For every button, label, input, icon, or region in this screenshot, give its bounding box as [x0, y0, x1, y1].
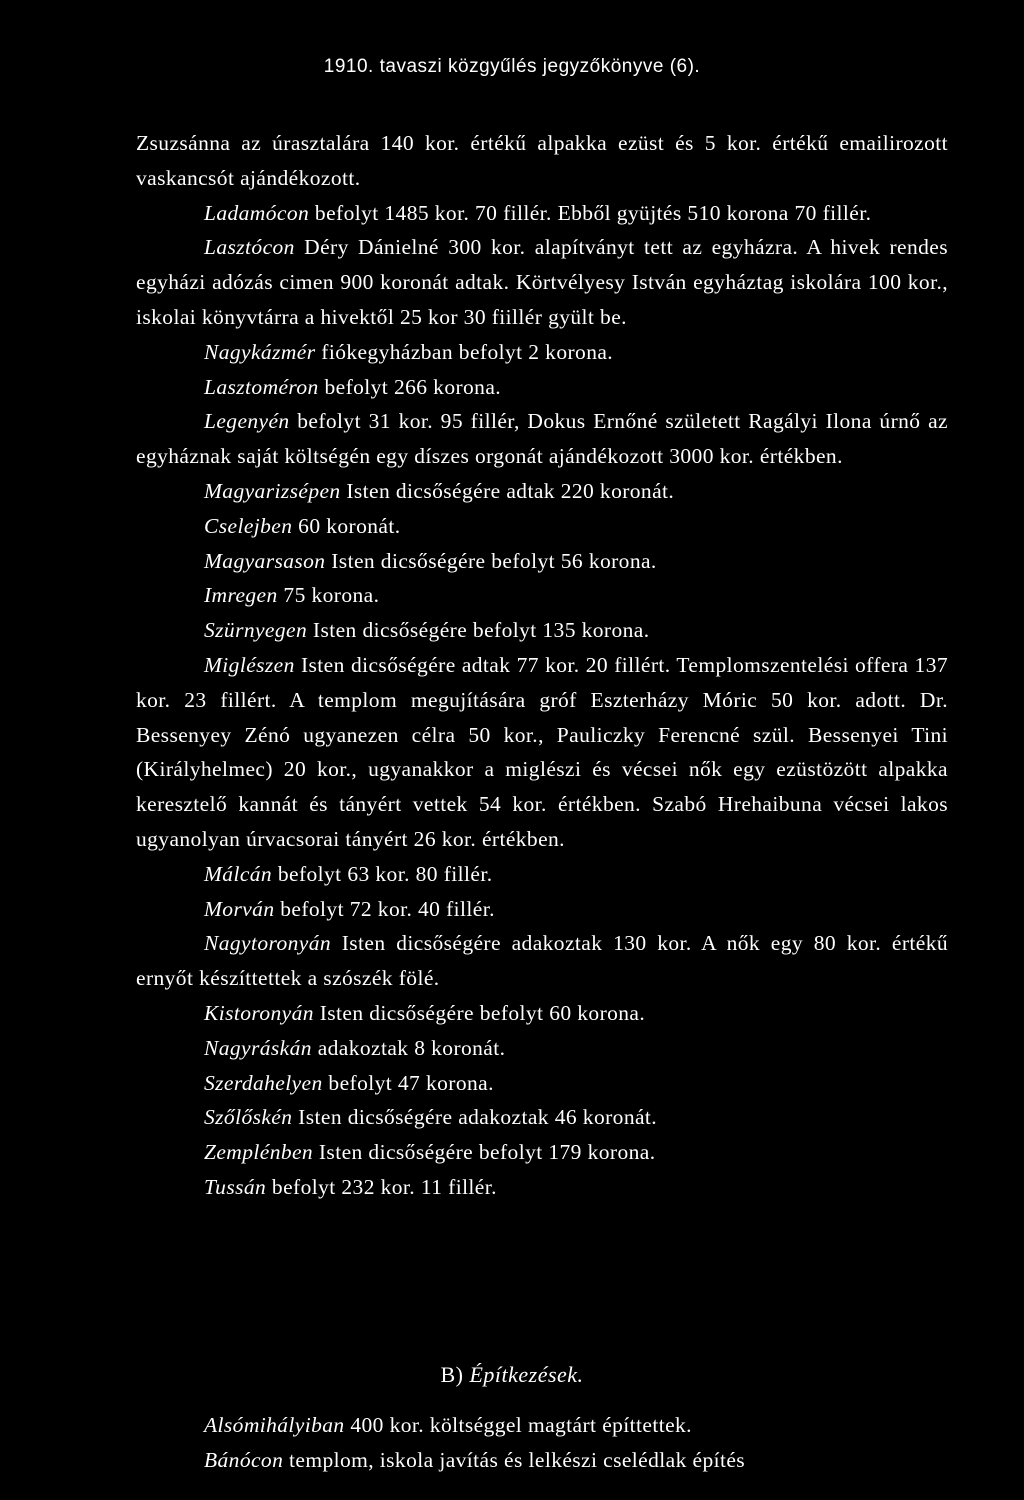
place-name: Kistoronyán	[204, 1000, 314, 1025]
paragraph-text: befolyt 72 kor. 40 fillér.	[274, 896, 495, 921]
section-heading	[0, 1362, 1024, 1388]
paragraph-16	[136, 1031, 948, 1066]
paragraph-text: befolyt 31 kor. 95 fillér, Dokus Ernőné született Ragályi Ilona úrnő az egyháznak saját költségén egy díszes orgonát ajándékozott 3000 kor. értékben.	[136, 409, 948, 469]
place-name: Lasztoméron	[204, 374, 319, 399]
paragraph-4	[136, 370, 948, 405]
paragraph-text: adakoztak 8 koronát.	[311, 1035, 506, 1060]
paragraph-3	[136, 335, 948, 370]
paragraph-text: befolyt 47 korona.	[322, 1070, 494, 1095]
paragraph-14	[136, 926, 948, 996]
paragraph-0	[136, 126, 948, 196]
place-name: Magyarsason	[204, 548, 326, 573]
place-name: Nagytoronyán	[204, 931, 332, 956]
place-name: Málcán	[204, 861, 273, 886]
section-paragraph-1	[136, 1443, 948, 1478]
place-name: Szőlőskén	[204, 1105, 293, 1130]
paragraph-7	[136, 509, 948, 544]
paragraph-text: Isten dicsőségére adtak 77 kor. 20 fillért. Templomszentelési offera 137 kor. 23 fillért. A templom megujítására gróf Eszterházy Móric 50 kor. adott. Dr. Bessenyey Zénó ugyanezen célra 50 kor., Pauliczky Ferencné szül. Bessenyei Tini (Királyhelmec) 20 kor., ugyanakkor a miglészi és vécsei nők egy ezüstözött alpakka keresztelő kannát és tányért vettek 54 kor. értékben. Szabó Hrehaibuna vécsei lakos ugyanolyan úrvacsorai tányért 26 kor. értékben.	[136, 652, 948, 851]
paragraph-20	[136, 1170, 948, 1205]
body-text	[136, 126, 948, 1205]
paragraph-text: befolyt 232 kor. 11 fillér.	[266, 1174, 497, 1199]
paragraph-text: templom, iskola javítás és lelkészi cselédlak építés	[283, 1447, 746, 1472]
paragraph-text: 75 korona.	[277, 583, 380, 608]
paragraph-text: Isten dicsőségére adakoztak 130 kor. A nők egy 80 kor. értékű ernyőt készíttettek a szószék fölé.	[136, 931, 948, 991]
paragraph-text: befolyt 266 korona.	[318, 374, 502, 399]
paragraph-8	[136, 544, 948, 579]
paragraph-9	[136, 578, 948, 613]
paragraph-13	[136, 892, 948, 927]
paragraph-text: Isten dicsőségére adtak 220 koronát.	[340, 478, 675, 503]
section-body	[136, 1408, 948, 1478]
place-name: Magyarizsépen	[204, 478, 341, 503]
place-name: Imregen	[204, 583, 278, 608]
place-name: Alsómihályiban	[204, 1413, 345, 1437]
paragraph-text: Isten dicsőségére befolyt 60 korona.	[313, 1000, 646, 1025]
paragraph-text: 400 kor. költséggel magtárt építtettek.	[344, 1413, 692, 1437]
paragraph-11	[136, 648, 948, 857]
page-header: 1910. tavaszi közgyűlés jegyzőkönyve (6).	[323, 56, 701, 77]
paragraph-18	[136, 1100, 948, 1135]
paragraph-text: befolyt 1485 kor. 70 fillér. Ebből gyüjtés 510 korona 70 fillér.	[309, 200, 872, 225]
place-name: Szerdahelyen	[204, 1070, 323, 1095]
place-name: Legenyén	[204, 409, 290, 434]
place-name: Zemplénben	[204, 1140, 314, 1165]
paragraph-10	[136, 613, 948, 648]
paragraph-text: Isten dicsőségére befolyt 56 korona.	[325, 548, 657, 573]
place-name: Cselejben	[204, 513, 293, 538]
paragraph-6	[136, 474, 948, 509]
paragraph-text: Déry Dánielné 300 kor. alapítványt tett az egyházra. A hivek rendes egyházi adózás cimen 900 koronát adtak. Körtvélyesy István egyháztag iskolára 100 kor., iskolai könyvtárra a hivektől 25 kor 30 fiillér gyült be.	[136, 235, 948, 329]
paragraph-17	[136, 1066, 948, 1101]
paragraph-2	[136, 230, 948, 334]
place-name: Morván	[204, 896, 275, 921]
place-name: Tussán	[204, 1174, 267, 1199]
section-paragraph-0	[136, 1408, 948, 1443]
section-title: Építkezések.	[469, 1362, 584, 1387]
place-name: Bánócon	[204, 1447, 284, 1472]
paragraph-text: befolyt 63 kor. 80 fillér.	[272, 861, 493, 886]
paragraph-15	[136, 996, 948, 1031]
paragraph-19	[136, 1135, 948, 1170]
place-name: Ladamócon	[204, 200, 310, 225]
paragraph-12	[136, 857, 948, 892]
place-name: Miglészen	[204, 652, 295, 677]
place-name: Lasztócon	[204, 235, 295, 260]
section-label: B)	[440, 1362, 470, 1387]
paragraph-5	[136, 404, 948, 474]
paragraph-1	[136, 196, 948, 231]
paragraph-text: Isten dicsőségére adakoztak 46 koronát.	[292, 1105, 658, 1130]
paragraph-text: Zsuzsánna az úrasztalára 140 kor. értékű alpakka ezüst és 5 kor. értékű emailirozott vaskancsót ajándékozott.	[136, 131, 948, 190]
place-name: Szürnyegen	[204, 618, 308, 643]
paragraph-text: Isten dicsőségére befolyt 135 korona.	[307, 618, 650, 643]
place-name: Nagyráskán	[204, 1035, 312, 1060]
paragraph-text: fiókegyházban befolyt 2 korona.	[315, 339, 614, 364]
paragraph-text: 60 koronát.	[292, 513, 401, 538]
paragraph-text: Isten dicsőségére befolyt 179 korona.	[313, 1140, 656, 1165]
place-name: Nagykázmér	[204, 339, 316, 364]
